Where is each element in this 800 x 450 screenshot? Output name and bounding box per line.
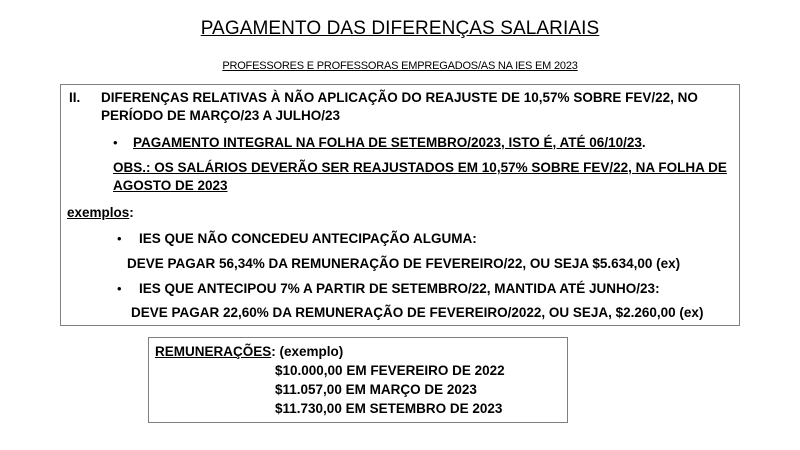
example1-detail: DEVE PAGAR 56,34% DA REMUNERAÇÃO DE FEVEREIRO/22, OU SEJA $5.634,00 (ex) [127,256,681,271]
page-subtitle: PROFESSORES E PROFESSORAS EMPREGADOS/AS NA IES EM 2023 [222,60,578,72]
examples-colon: : [129,205,134,220]
payment-period: . [641,135,646,150]
bullet-icon: • [113,135,118,150]
remuneracoes-label: REMUNERAÇÕES [155,344,272,359]
payment-text: PAGAMENTO INTEGRAL NA FOLHA DE SETEMBRO/2023, ISTO É, ATÉ 06/10/23 [133,135,642,150]
bullet-icon: • [117,281,122,296]
examples-label: exemplos [67,205,130,220]
section-heading-line2: PERÍODO DE MARÇO/23 A JULHO/23 [101,108,341,123]
remuneracao-row: $11.730,00 EM SETEMBRO DE 2023 [275,401,503,416]
remuneracao-row: $10.000,00 EM FEVEREIRO DE 2022 [275,363,505,378]
remuneracoes-label-suffix: : (exemplo) [271,344,344,359]
bullet-icon: • [117,231,122,246]
obs-line1: OBS.: OS SALÁRIOS DEVERÃO SER REAJUSTADOS EM 10,57% SOBRE FEV/22, NA FOLHA DE [113,160,727,175]
section-number: II. [69,90,81,105]
section-heading-line1: DIFERENÇAS RELATIVAS À NÃO APLICAÇÃO DO REAJUSTE DE 10,57% SOBRE FEV/22, NO [101,90,698,105]
example2-title: IES QUE ANTECIPOU 7% A PARTIR DE SETEMBRO/22, MANTIDA ATÉ JUNHO/23: [139,281,660,296]
section-box [60,84,740,326]
remuneracao-row: $11.057,00 EM MARÇO DE 2023 [275,382,477,397]
page-title: PAGAMENTO DAS DIFERENÇAS SALARIAIS [200,18,600,39]
obs-line2: AGOSTO DE 2023 [113,178,228,193]
remuneracoes-box [148,337,568,423]
example1-title: IES QUE NÃO CONCEDEU ANTECIPAÇÃO ALGUMA: [139,231,477,246]
example2-detail: DEVE PAGAR 22,60% DA REMUNERAÇÃO DE FEVEREIRO/2022, OU SEJA, $2.260,00 (ex) [131,305,704,320]
